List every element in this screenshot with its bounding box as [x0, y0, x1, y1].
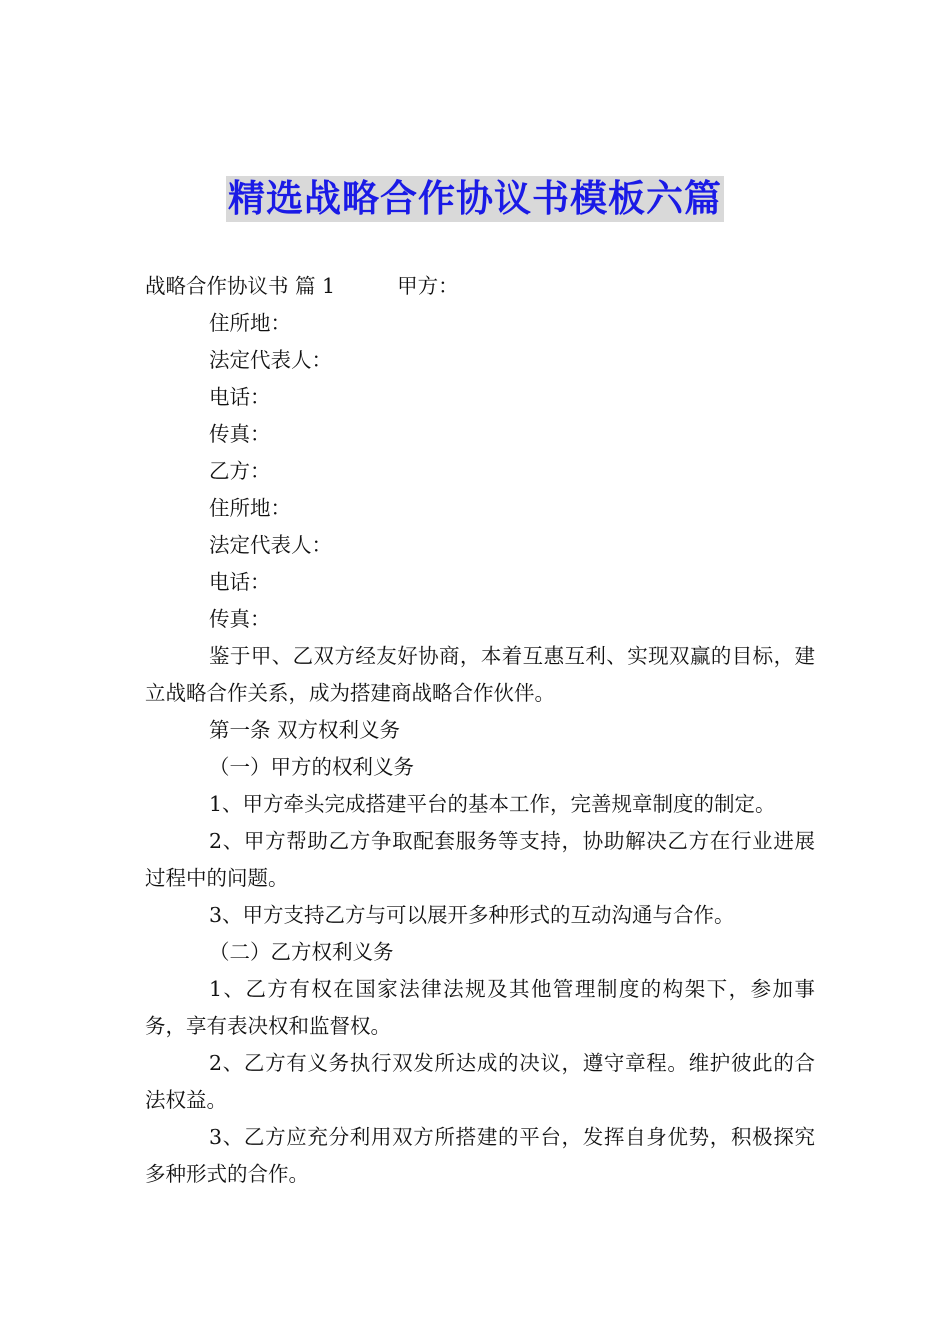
party-a-fax: 传真： [209, 422, 271, 446]
title-container [0, 176, 950, 222]
document-body [145, 268, 815, 1193]
party-a-phone: 电话： [209, 385, 271, 409]
section2-item-3: 3、乙方应充分利用双方所搭建的平台，发挥自身优势，积极探究多种形式的合作。 [145, 1125, 815, 1186]
party-a-legal-rep: 法定代表人： [209, 348, 332, 372]
section2-item-1: 1、乙方有权在国家法律法规及其他管理制度的构架下，参加事务，享有表决权和监督权。 [145, 977, 815, 1038]
preamble-paragraph: 鉴于甲、乙双方经友好协商，本着互惠互利、实现双赢的目标，建立战略合作关系，成为搭建商战略合作伙伴。 [145, 644, 815, 705]
section1-item-2: 2、甲方帮助乙方争取配套服务等支持，协助解决乙方在行业进展过程中的问题。 [145, 829, 815, 890]
party-a-address: 住所地： [209, 311, 291, 335]
section2-item-2: 2、乙方有义务执行双发所达成的决议，遵守章程。维护彼此的合法权益。 [145, 1051, 815, 1112]
party-b-label: 乙方： [209, 459, 271, 483]
party-b-phone: 电话： [209, 570, 271, 594]
party-b-address: 住所地： [209, 496, 291, 520]
party-a-label: 甲方： [397, 274, 459, 298]
section2-heading: （二）乙方权利义务 [209, 940, 394, 964]
document-title: 精选战略合作协议书模板六篇 [228, 177, 722, 220]
party-b-fax: 传真： [209, 607, 271, 631]
article1-heading: 第一条 双方权利义务 [209, 718, 401, 742]
section1-item-3: 3、甲方支持乙方与可以展开多种形式的互动沟通与合作。 [209, 903, 735, 927]
section1-heading: （一）甲方的权利义务 [209, 755, 414, 779]
section1-item-1: 1、甲方牵头完成搭建平台的基本工作，完善规章制度的制定。 [209, 792, 776, 816]
agreement-heading: 战略合作协议书 篇 1 [145, 274, 336, 298]
party-b-legal-rep: 法定代表人： [209, 533, 332, 557]
header-line [145, 268, 815, 305]
